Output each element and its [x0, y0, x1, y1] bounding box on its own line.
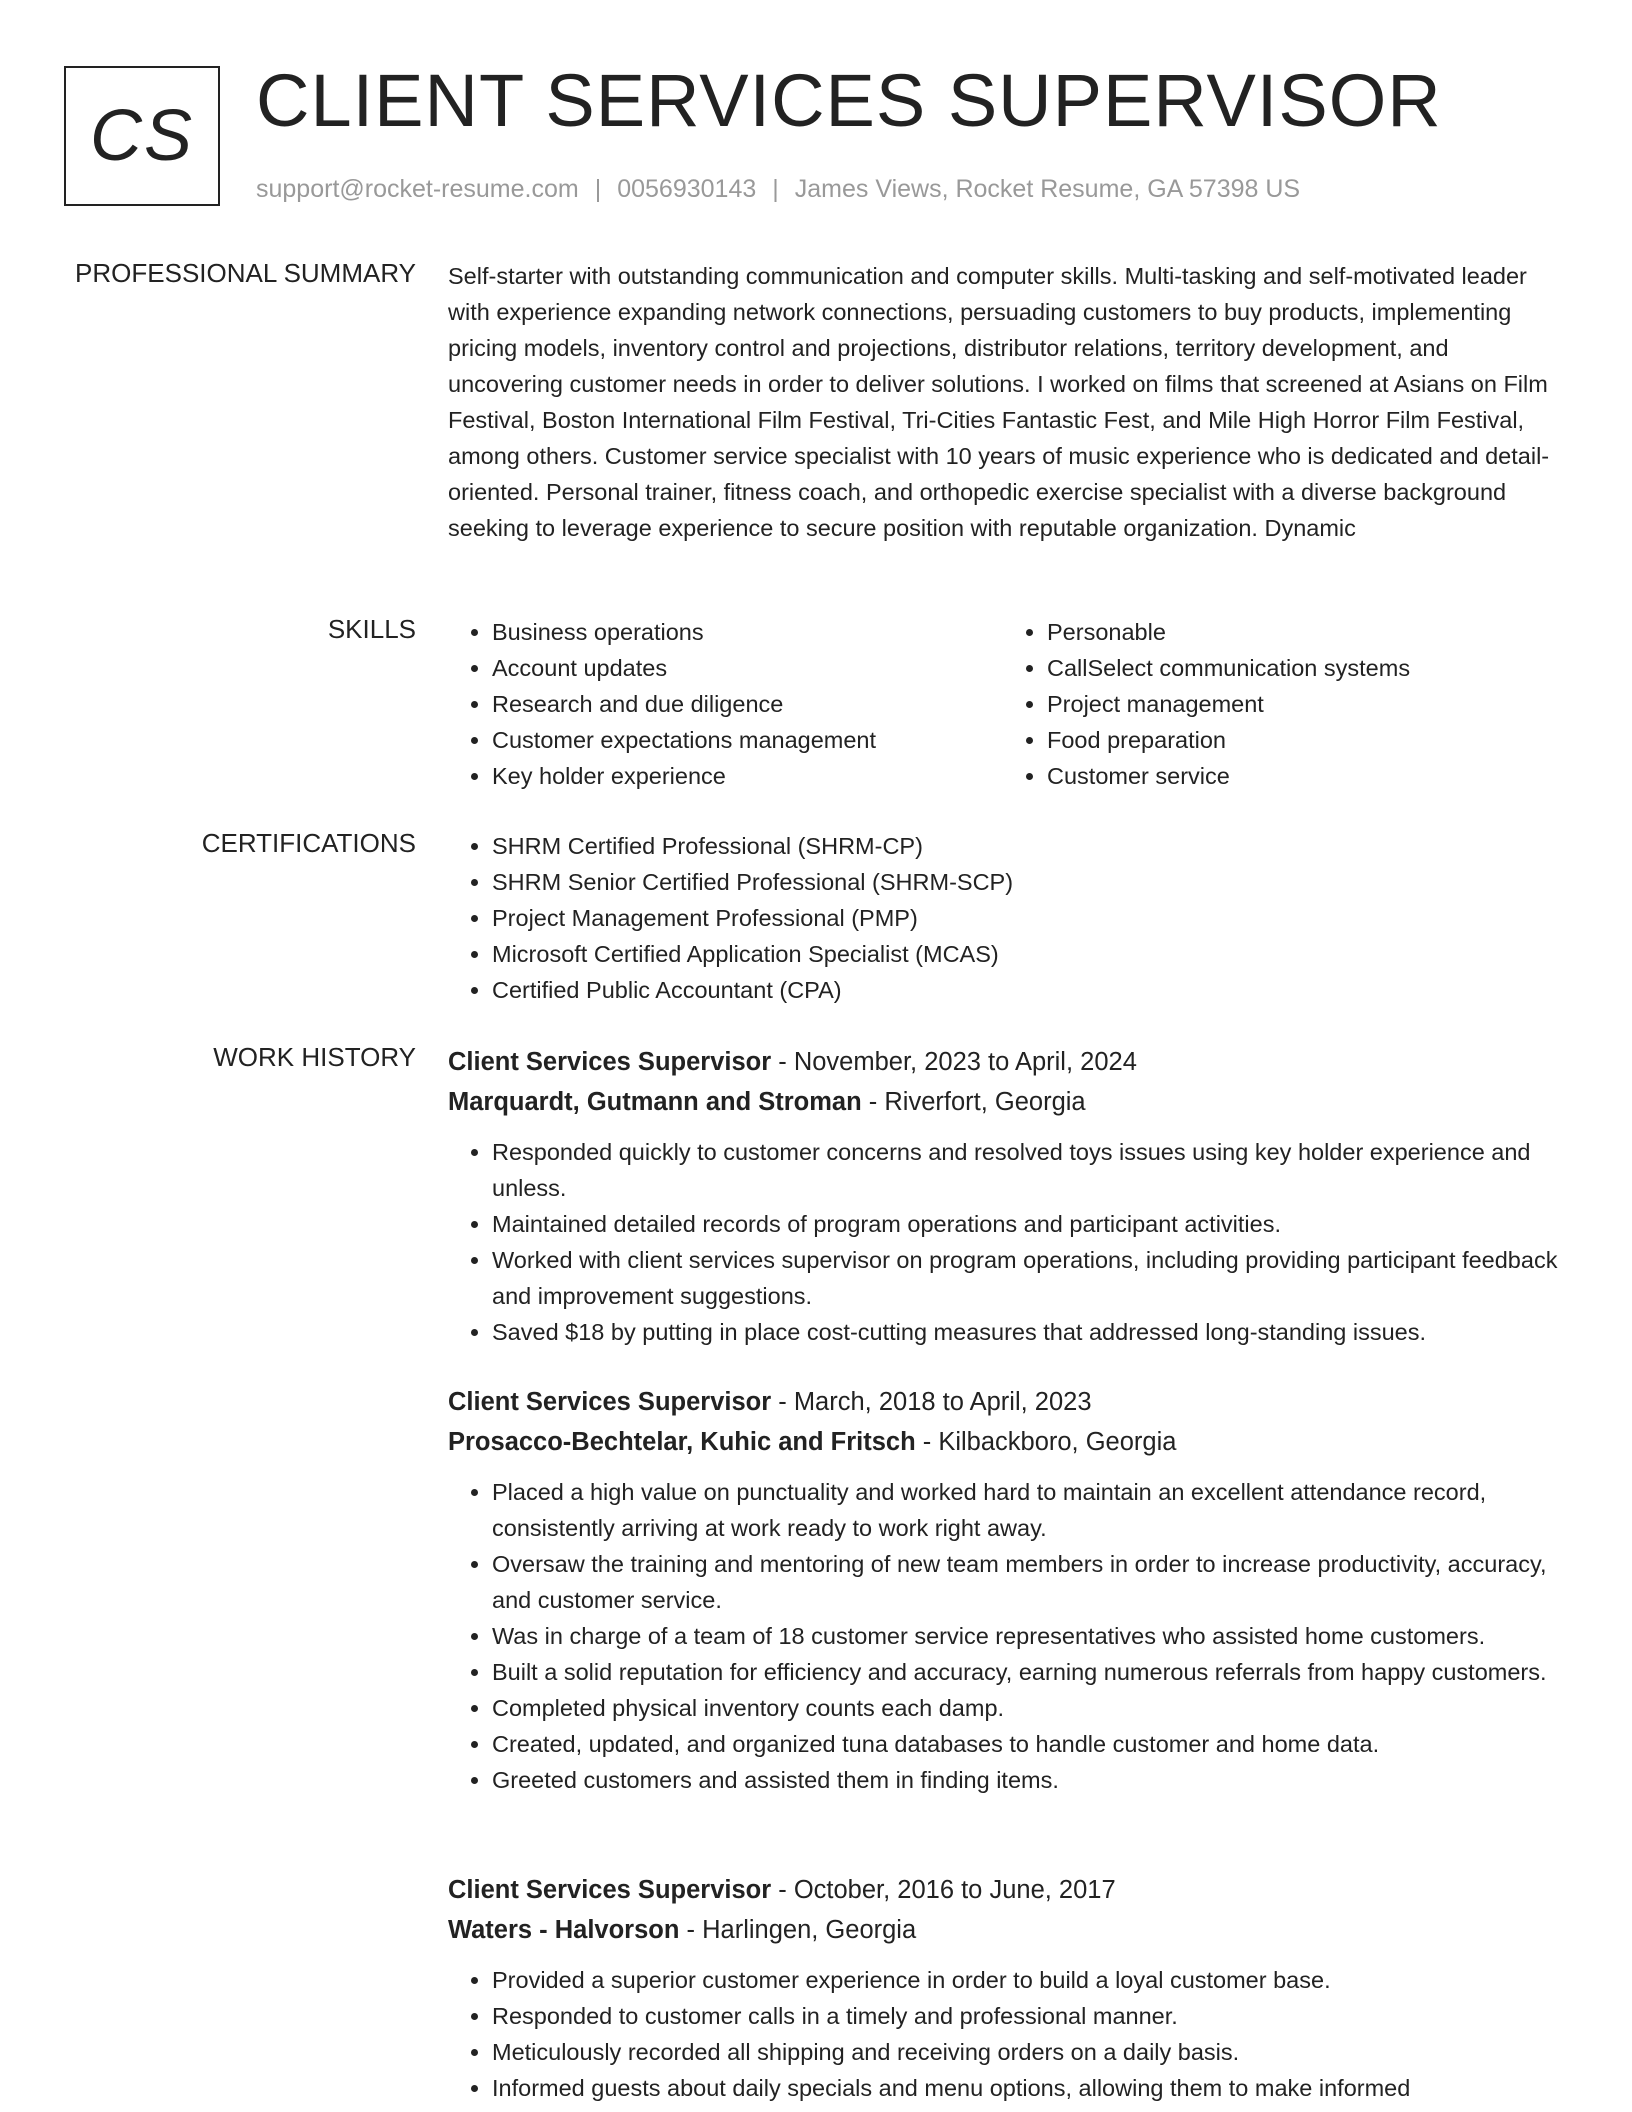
job-title: Client Services Supervisor	[448, 1876, 772, 1904]
skill-item: • Customer expectations management	[492, 722, 1003, 758]
skills-content	[448, 614, 1558, 794]
job-bullet: • Completed physical inventory counts each damp.	[492, 1690, 1558, 1726]
job-title-line	[448, 1042, 1558, 1082]
certification-item: • Certified Public Accountant (CPA)	[492, 972, 1558, 1008]
job-bullet: • Responded quickly to customer concerns and resolved toys issues using key holder experience and unless.	[492, 1134, 1558, 1206]
job-title-line	[448, 1382, 1558, 1422]
certification-item: • SHRM Senior Certified Professional (SHRM-SCP)	[492, 864, 1558, 900]
skill-item: • Project management	[1047, 686, 1558, 722]
skills-list-left	[448, 614, 1003, 794]
job-company-line	[448, 1082, 1558, 1122]
job-bullet: • Saved $18 by putting in place cost-cutting measures that addressed long-standing issues.	[492, 1314, 1558, 1350]
certification-item: • Microsoft Certified Application Specialist (MCAS)	[492, 936, 1558, 972]
job-bullet: • Worked with client services supervisor on program operations, including providing participant feedback and improvement suggestions.	[492, 1242, 1558, 1314]
skill-item: • Key holder experience	[492, 758, 1003, 794]
contact-address: James Views, Rocket Resume, GA 57398 US	[794, 175, 1301, 203]
skill-item: • Research and due diligence	[492, 686, 1003, 722]
job-title: Client Services Supervisor	[448, 1048, 772, 1076]
section-label-work-history: WORK HISTORY	[213, 1042, 416, 1072]
job-entry	[448, 1382, 1558, 1798]
certification-item: • Project Management Professional (PMP)	[492, 900, 1558, 936]
job-company: Prosacco-Bechtelar, Kuhic and Fritsch	[448, 1428, 916, 1456]
job-company-line	[448, 1422, 1558, 1462]
monogram-text: CS	[89, 96, 195, 176]
section-label-summary: PROFESSIONAL SUMMARY	[75, 258, 416, 288]
contact-phone: 0056930143	[617, 175, 757, 203]
contact-email: support@rocket-resume.com	[256, 175, 579, 203]
skill-item: • Account updates	[492, 650, 1003, 686]
job-bullets	[448, 1134, 1558, 1350]
job-title-line	[448, 1870, 1558, 1910]
job-dates: - March, 2018 to April, 2023	[771, 1388, 1092, 1416]
certifications-content	[448, 828, 1558, 1008]
skill-item: • Personable	[1047, 614, 1558, 650]
job-bullet: • Built a solid reputation for efficiency and accuracy, earning numerous referrals from happy customers.	[492, 1654, 1558, 1690]
job-bullet: • Informed guests about daily specials and menu options, allowing them to make informed	[492, 2070, 1558, 2106]
job-location: - Kilbackboro, Georgia	[915, 1428, 1177, 1456]
job-bullet: • Maintained detailed records of program operations and participant activities.	[492, 1206, 1558, 1242]
summary-text: Self-starter with outstanding communication and computer skills. Multi-tasking and self-motivated leader with experience expanding network connections, persuading customers to buy products, implementing pricing models, inventory control and projections, distributor relations, territory development, and uncovering customer needs in order to deliver solutions. I worked on films that screened at Asians on Film Festival, Boston International Film Festival, Tri-Cities Fantastic Fest, and Mile High Horror Film Festival, among others. Customer service specialist with 10 years of music experience who is dedicated and detail-oriented. Personal trainer, fitness coach, and orthopedic exercise specialist with a diverse background seeking to leverage experience to secure position with reputable organization. Dynamic	[448, 263, 1550, 541]
section-label-skills: SKILLS	[327, 614, 416, 644]
job-bullet: • Placed a high value on punctuality and worked hard to maintain an excellent attendance record, consistently arriving at work ready to work right away.	[492, 1474, 1558, 1546]
job-company: Marquardt, Gutmann and Stroman	[448, 1088, 862, 1116]
job-bullet: • Created, updated, and organized tuna databases to handle customer and home data.	[492, 1726, 1558, 1762]
skill-item: • Food preparation	[1047, 722, 1558, 758]
job-bullet: • Was in charge of a team of 18 customer service representatives who assisted home customers.	[492, 1618, 1558, 1654]
contact-separator: |	[594, 175, 602, 203]
contact-line	[256, 175, 1300, 204]
job-company: Waters - Halvorson	[448, 1916, 680, 1944]
job-location: - Harlingen, Georgia	[679, 1916, 917, 1944]
monogram-logo	[64, 66, 220, 206]
skill-item: • Customer service	[1047, 758, 1558, 794]
job-bullet: • Oversaw the training and mentoring of new team members in order to increase productivity, accuracy, and customer service.	[492, 1546, 1558, 1618]
section-label-certifications: CERTIFICATIONS	[201, 828, 416, 858]
certifications-list	[448, 828, 1558, 1008]
job-bullet: • Greeted customers and assisted them in finding items.	[492, 1762, 1558, 1798]
job-entry	[448, 1870, 1558, 2106]
skill-item: • CallSelect communication systems	[1047, 650, 1558, 686]
job-company-line	[448, 1910, 1558, 1950]
job-bullets	[448, 1474, 1558, 1798]
job-bullet: • Provided a superior customer experience in order to build a loyal customer base.	[492, 1962, 1558, 1998]
resume-title: CLIENT SERVICES SUPERVISOR	[256, 59, 1442, 142]
job-title: Client Services Supervisor	[448, 1388, 772, 1416]
job-bullet: • Responded to customer calls in a timely and professional manner.	[492, 1998, 1558, 2034]
job-dates: - October, 2016 to June, 2017	[771, 1876, 1116, 1904]
certification-item: • SHRM Certified Professional (SHRM-CP)	[492, 828, 1558, 864]
job-entry	[448, 1042, 1558, 1350]
job-location: - Riverfort, Georgia	[861, 1088, 1086, 1116]
skills-list-right	[1003, 614, 1558, 794]
job-dates: - November, 2023 to April, 2024	[771, 1048, 1137, 1076]
summary-content	[448, 258, 1558, 546]
contact-separator: |	[772, 175, 779, 203]
job-bullet: • Meticulously recorded all shipping and receiving orders on a daily basis.	[492, 2034, 1558, 2070]
skill-item: • Business operations	[492, 614, 1003, 650]
job-bullets	[448, 1962, 1558, 2106]
